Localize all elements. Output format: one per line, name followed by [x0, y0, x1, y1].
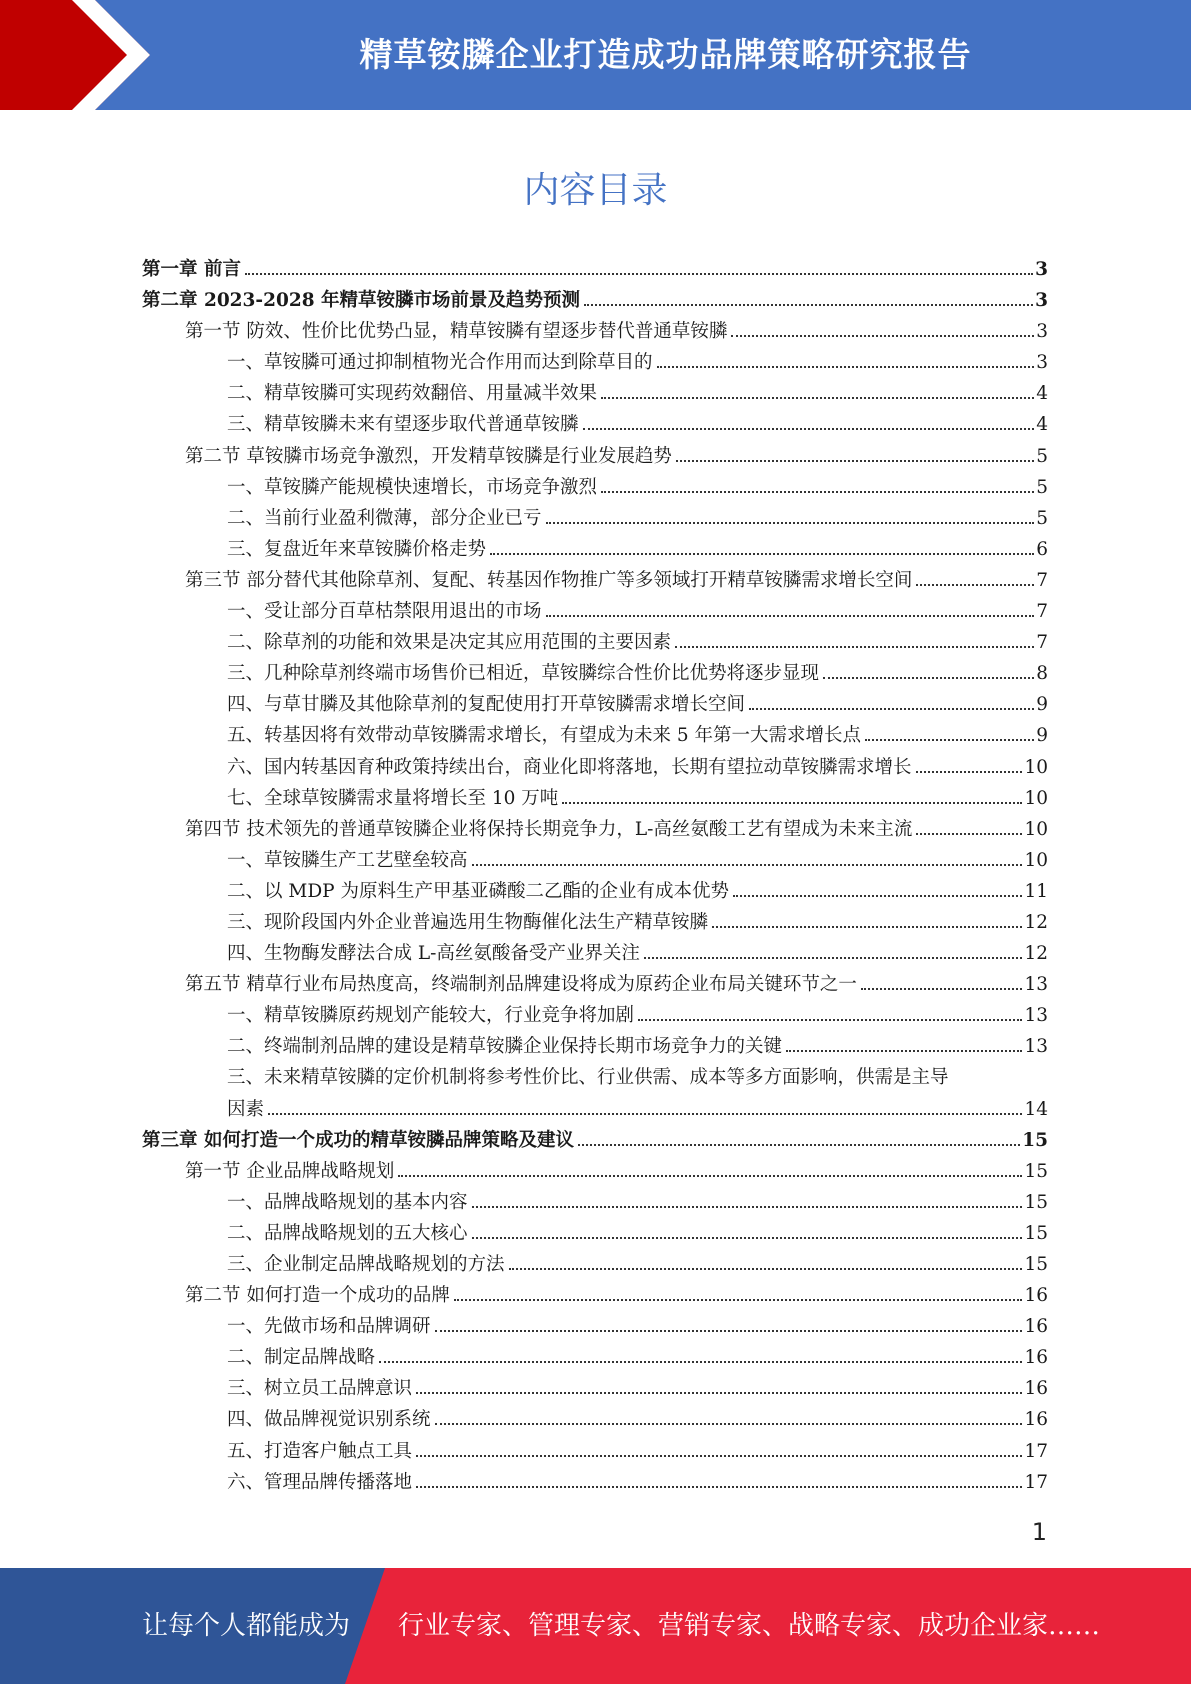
- toc-entry-section[interactable]: 第二节 草铵膦市场竞争激烈，开发精草铵膦是行业发展趋势 5: [185, 445, 1048, 467]
- toc-entry-item[interactable]: 二、终端制剂品牌的建设是精草铵膦企业保持长期市场竞争力的关键 13: [227, 1036, 1048, 1058]
- page-number: 1: [1031, 1518, 1047, 1546]
- header-bar: [0, 0, 1191, 110]
- toc-entry-item[interactable]: 三、树立员工品牌意识 16: [227, 1378, 1048, 1400]
- toc-entry-item[interactable]: 三、几种除草剂终端市场售价已相近，草铵膦综合性价比优势将逐步显现 8: [227, 663, 1048, 685]
- toc-entry-item[interactable]: 四、做品牌视觉识别系统 16: [227, 1409, 1048, 1431]
- toc-entry-item[interactable]: 三、企业制定品牌战略规划的方法 15: [227, 1254, 1048, 1275]
- toc-entry-section[interactable]: 第一节 防效、性价比优势凸显，精草铵膦有望逐步替代普通草铵膦 3: [185, 321, 1048, 343]
- footer-slogan-left: 让每个人都能成为: [142, 1611, 351, 1641]
- toc-entry-section[interactable]: 第四节 技术领先的普通草铵膦企业将保持长期竞争力，L-高丝氨酸工艺有望成为未来主流 10: [185, 818, 1048, 840]
- footer-slogan-right: 行业专家、管理专家、营销专家、战略专家、成功企业家……: [398, 1611, 1101, 1641]
- table-of-contents: [142, 254, 1048, 1498]
- toc-entry-chapter-3[interactable]: 第三章 如何打造一个成功的精草铵膦品牌策略及建议 15: [142, 1129, 1048, 1151]
- toc-entry-item[interactable]: 四、生物酶发酵法合成 L-高丝氨酸备受产业界关注 12: [227, 943, 1048, 965]
- toc-entry-item[interactable]: 一、草铵膦生产工艺壁垒较高 10: [227, 849, 1048, 871]
- toc-entry-item[interactable]: 二、精草铵膦可实现药效翻倍、用量减半效果 4: [227, 383, 1048, 405]
- toc-entry-item[interactable]: 一、精草铵膦原药规划产能较大，行业竞争将加剧 13: [227, 1005, 1048, 1027]
- toc-entry-item-wrapped[interactable]: 三、未来精草铵膦的定价机制将参考性价比、行业供需、成本等多方面影响，供需是主导: [227, 1067, 949, 1089]
- toc-entry-item[interactable]: 五、转基因将有效带动草铵膦需求增长，有望成为未来 5 年第一大需求增长点 9: [227, 725, 1048, 747]
- toc-entry-item[interactable]: 二、制定品牌战略 16: [227, 1347, 1048, 1369]
- toc-entry-item[interactable]: 六、国内转基因育种政策持续出台，商业化即将落地，长期有望拉动草铵膦需求增长 10: [227, 756, 1048, 778]
- toc-entry-section[interactable]: 第一节 企业品牌战略规划 15: [185, 1160, 1048, 1182]
- toc-entry-section[interactable]: 第三节 部分替代其他除草剂、复配、转基因作物推广等多领域打开精草铵膦需求增长空间 7: [185, 569, 1048, 591]
- toc-entry-item[interactable]: 三、现阶段国内外企业普遍选用生物酶催化法生产精草铵膦 12: [227, 911, 1048, 933]
- report-title: 精草铵膦企业打造成功品牌策略研究报告: [359, 35, 972, 74]
- toc-entry-item[interactable]: 一、草铵膦产能规模快速增长，市场竞争激烈 5: [227, 476, 1048, 498]
- toc-entry-item[interactable]: 一、先做市场和品牌调研 16: [227, 1316, 1048, 1338]
- toc-entry-section[interactable]: 第五节 精草行业布局热度高，终端制剂品牌建设将成为原药企业布局关键环节之一 13: [185, 974, 1048, 996]
- toc-entry-item[interactable]: 一、草铵膦可通过抑制植物光合作用而达到除草目的 3: [227, 352, 1048, 374]
- toc-entry-item[interactable]: 一、受让部分百草枯禁限用退出的市场 7: [227, 601, 1048, 623]
- toc-entry-item[interactable]: 二、当前行业盈利微薄，部分企业已亏 5: [227, 507, 1048, 529]
- toc-entry-item[interactable]: 六、管理品牌传播落地 17: [227, 1471, 1048, 1493]
- toc-entry-item[interactable]: 一、品牌战略规划的基本内容 15: [227, 1191, 1048, 1213]
- toc-entry-chapter-1[interactable]: 第一章 前言 3: [142, 259, 1048, 280]
- toc-entry-item[interactable]: 二、品牌战略规划的五大核心 15: [227, 1222, 1048, 1244]
- toc-entry-item[interactable]: 二、以 MDP 为原料生产甲基亚磷酸二乙酯的企业有成本优势 11: [227, 880, 1048, 902]
- toc-entry-item[interactable]: 四、与草甘膦及其他除草剂的复配使用打开草铵膦需求增长空间 9: [227, 694, 1048, 716]
- toc-entry-chapter-2[interactable]: 第二章 2023-2028 年精草铵膦市场前景及趋势预测 3: [142, 290, 1048, 312]
- toc-entry-item[interactable]: 七、全球草铵膦需求量将增长至 10 万吨 10: [227, 787, 1048, 809]
- toc-entry-item[interactable]: 三、精草铵膦未来有望逐步取代普通草铵膦 4: [227, 414, 1048, 436]
- toc-heading: 内容目录: [523, 170, 668, 211]
- toc-entry-item[interactable]: 二、除草剂的功能和效果是决定其应用范围的主要因素 7: [227, 632, 1048, 654]
- toc-entry-item-continuation[interactable]: 因素 14: [227, 1098, 1048, 1120]
- toc-entry-section[interactable]: 第二节 如何打造一个成功的品牌 16: [185, 1285, 1048, 1307]
- toc-entry-item[interactable]: 三、复盘近年来草铵膦价格走势 6: [227, 538, 1048, 560]
- toc-entry-item[interactable]: 五、打造客户触点工具 17: [227, 1440, 1048, 1462]
- footer-banner: [0, 1568, 1191, 1684]
